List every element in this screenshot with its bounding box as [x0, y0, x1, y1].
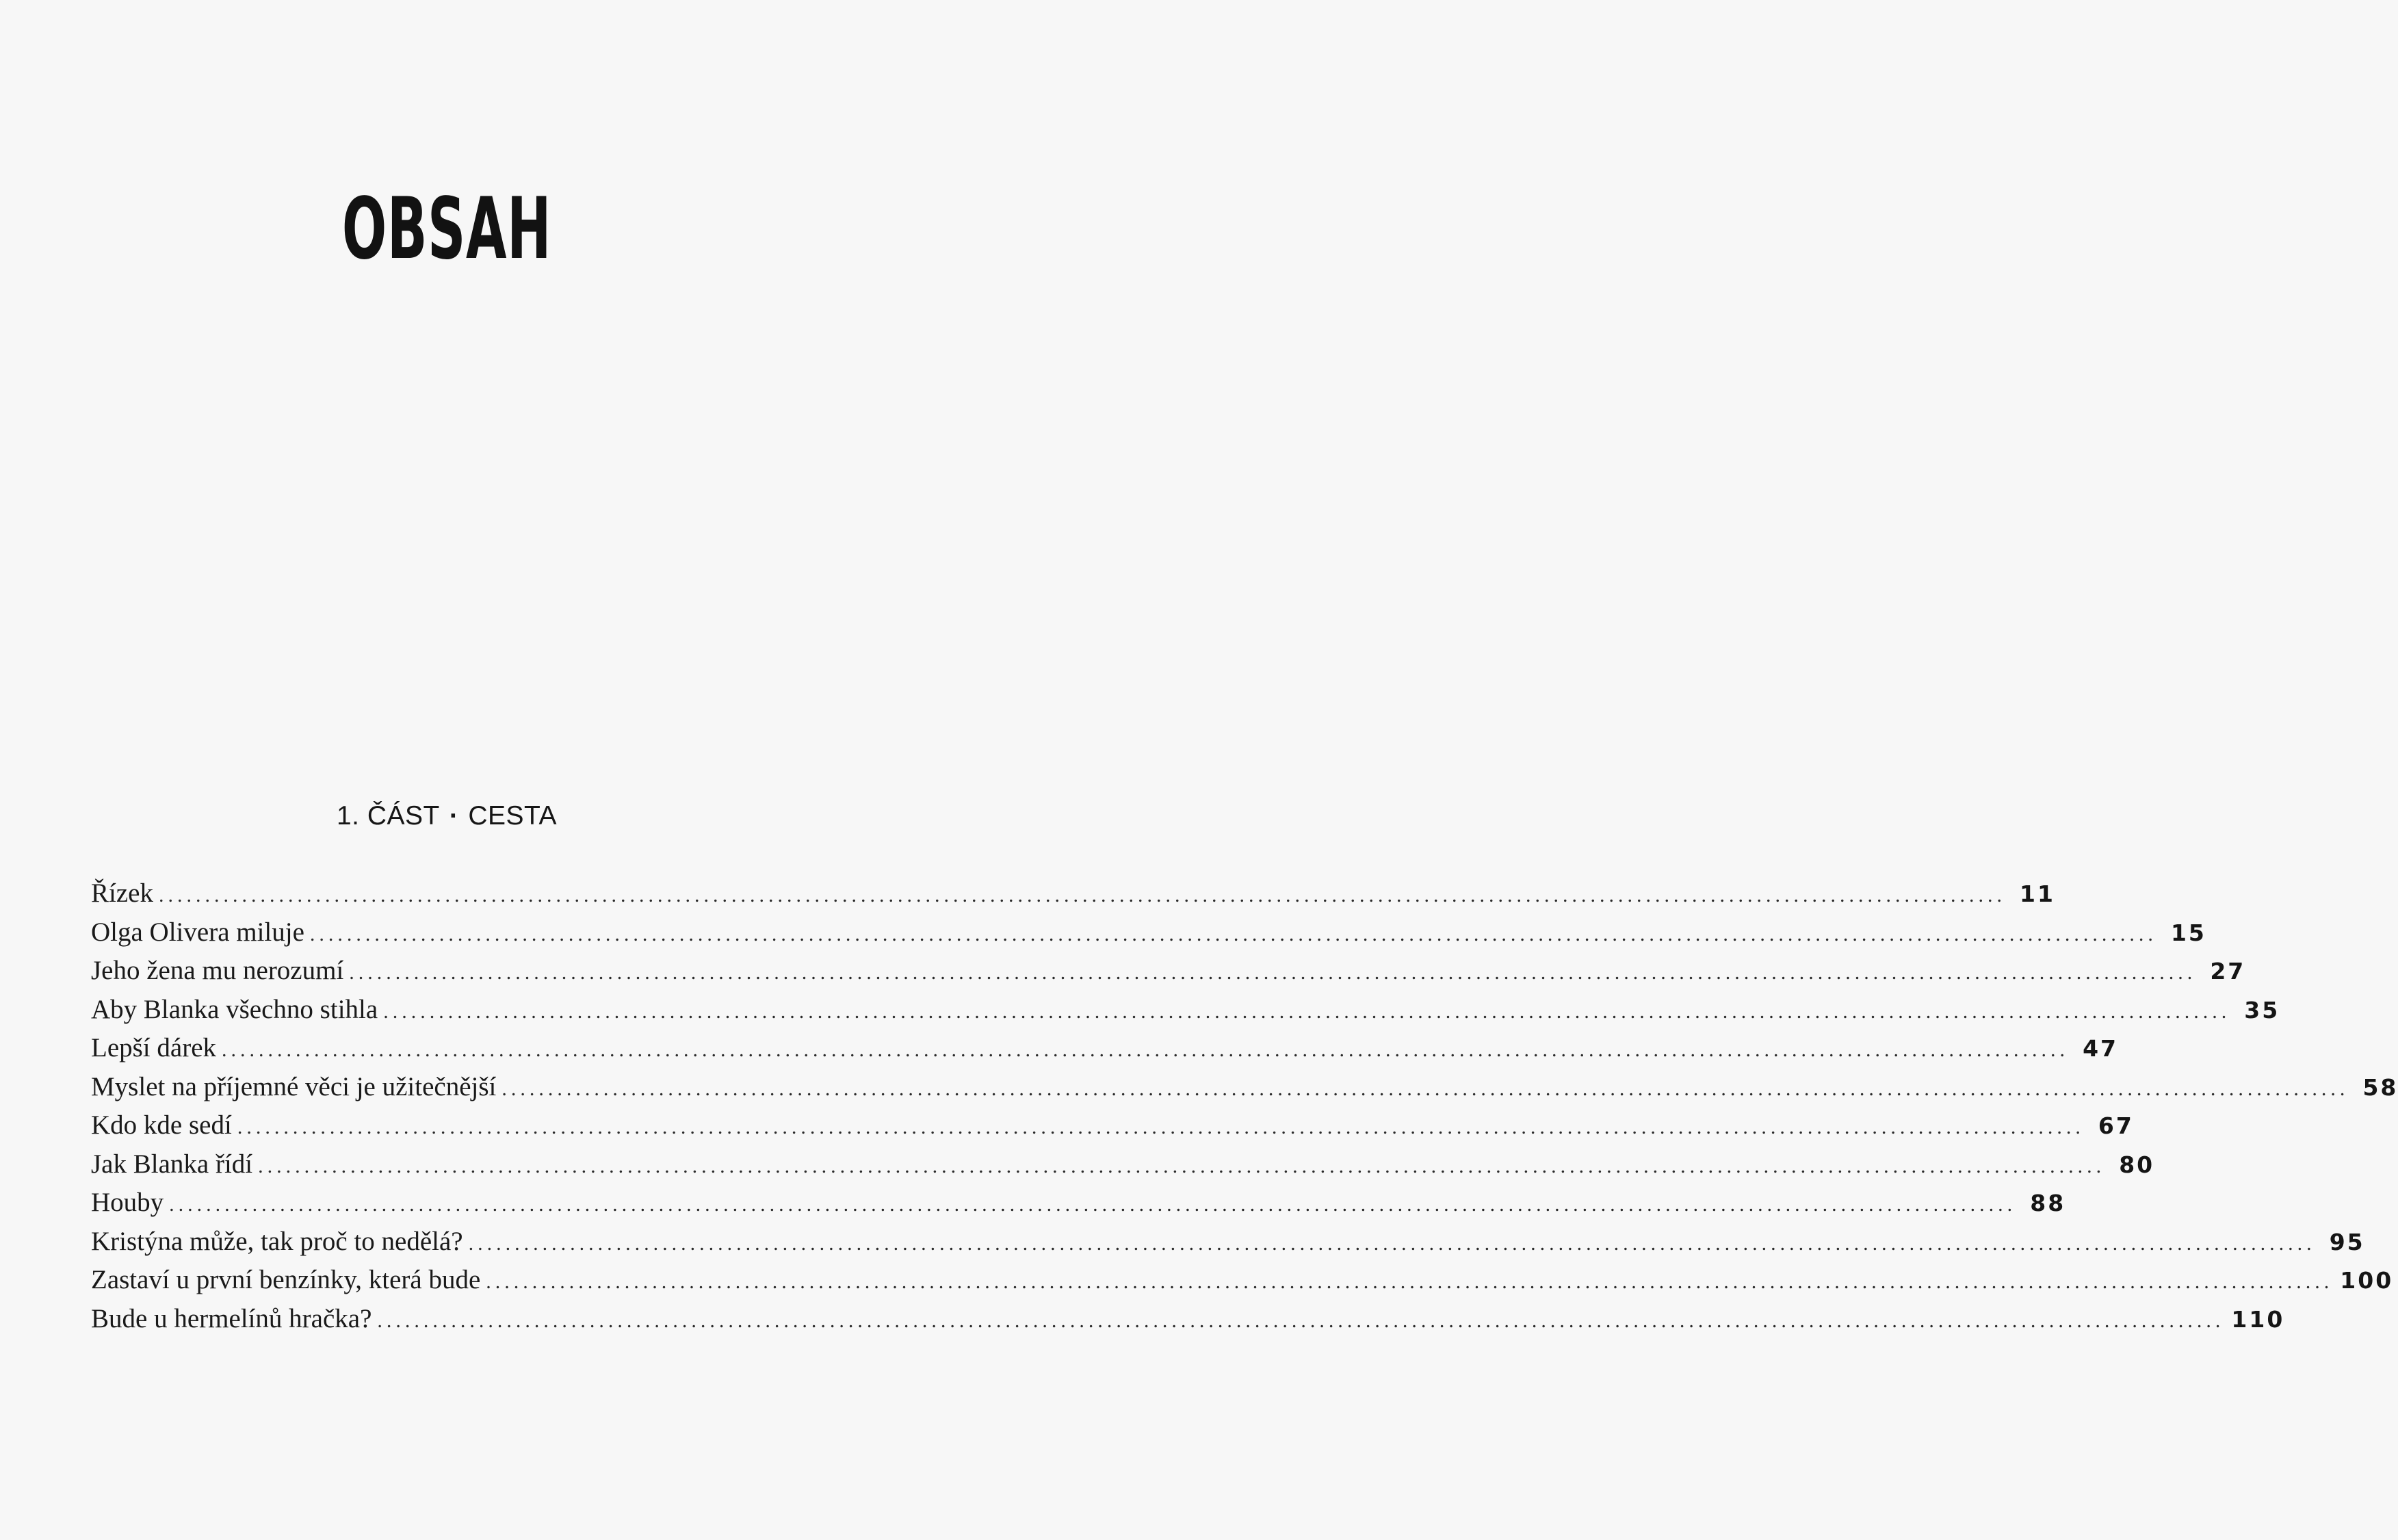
- part-separator: ·: [449, 801, 459, 831]
- dot-leader: ........................................................................................................................................................................................................: [501, 1077, 2349, 1100]
- toc-entry-page: 88: [2030, 1190, 2066, 1216]
- toc-entry-page: 27: [2210, 958, 2246, 984]
- toc-entry-title: Zastaví u první benzínky, která bude: [91, 1265, 481, 1294]
- toc-entry: [91, 1187, 2066, 1226]
- toc-entry-title: Houby: [91, 1188, 164, 1217]
- toc-entry-page: 110: [2231, 1305, 2285, 1333]
- toc-entry-title: Myslet na příjemné věci je užitečnější: [91, 1071, 497, 1101]
- toc-entry-title: Aby Blanka všechno stihla: [91, 994, 378, 1024]
- dot-leader: ........................................................................................................................................................................................................: [486, 1270, 2334, 1293]
- toc-entry-title: Jak Blanka řídí: [91, 1149, 253, 1179]
- toc-entry: [91, 1032, 2119, 1071]
- toc-entry-page: 95: [2329, 1228, 2365, 1255]
- toc-entry-title: Bude u hermelínů hračka?: [91, 1303, 372, 1333]
- part-number: 1. ČÁST: [336, 801, 440, 831]
- toc-entry: [91, 1110, 2134, 1149]
- toc-entry: [91, 1071, 2398, 1110]
- toc-entry-title: Jeho žena mu nerozumí: [91, 956, 344, 985]
- toc-entry: [91, 1264, 2394, 1303]
- toc-entry-page: 58: [2362, 1073, 2398, 1101]
- part-name: CESTA: [468, 801, 557, 831]
- toc-entry: [91, 878, 2055, 917]
- toc-entry-title: Řízek: [91, 878, 153, 908]
- toc-entry-page: 15: [2170, 919, 2206, 946]
- dot-leader: ........................................................................................................................................................................................................: [169, 1193, 2017, 1216]
- toc-entry: [91, 994, 2280, 1033]
- toc-entry: [91, 1303, 2285, 1342]
- dot-leader: ........................................................................................................................................................................................................: [309, 922, 2157, 945]
- toc-entry: [91, 955, 2246, 994]
- dot-leader: ........................................................................................................................................................................................................: [468, 1231, 2316, 1255]
- toc-entry-page: 80: [2119, 1151, 2155, 1178]
- table-of-contents: [91, 878, 2398, 1342]
- dot-leader: ........................................................................................................................................................................................................: [377, 1309, 2225, 1332]
- toc-entry-title: Olga Olivera miluje: [91, 917, 304, 947]
- dot-leader: ........................................................................................................................................................................................................: [158, 884, 2006, 906]
- toc-entry-page: 35: [2244, 996, 2280, 1023]
- page-title: OBSAH: [341, 180, 552, 279]
- toc-entry-page: 67: [2098, 1112, 2134, 1139]
- toc-entry-title: Kristýna může, tak proč to nedělá?: [91, 1226, 463, 1256]
- toc-entry: [91, 1149, 2155, 1188]
- toc-entry-title: Kdo kde sedí: [91, 1110, 232, 1140]
- toc-entry-page: 11: [2020, 880, 2055, 907]
- toc-entry: [91, 1226, 2365, 1265]
- dot-leader: ........................................................................................................................................................................................................: [237, 1116, 2085, 1138]
- toc-entry-page: 100: [2340, 1267, 2394, 1294]
- dot-leader: ........................................................................................................................................................................................................: [258, 1154, 2106, 1177]
- dot-leader: ........................................................................................................................................................................................................: [383, 1000, 2231, 1023]
- toc-entry: [91, 917, 2206, 956]
- dot-leader: ........................................................................................................................................................................................................: [222, 1039, 2070, 1061]
- dot-leader: ........................................................................................................................................................................................................: [349, 961, 2197, 984]
- part-heading: [0, 802, 894, 829]
- toc-entry-page: 47: [2083, 1035, 2119, 1062]
- toc-entry-title: Lepší dárek: [91, 1033, 217, 1062]
